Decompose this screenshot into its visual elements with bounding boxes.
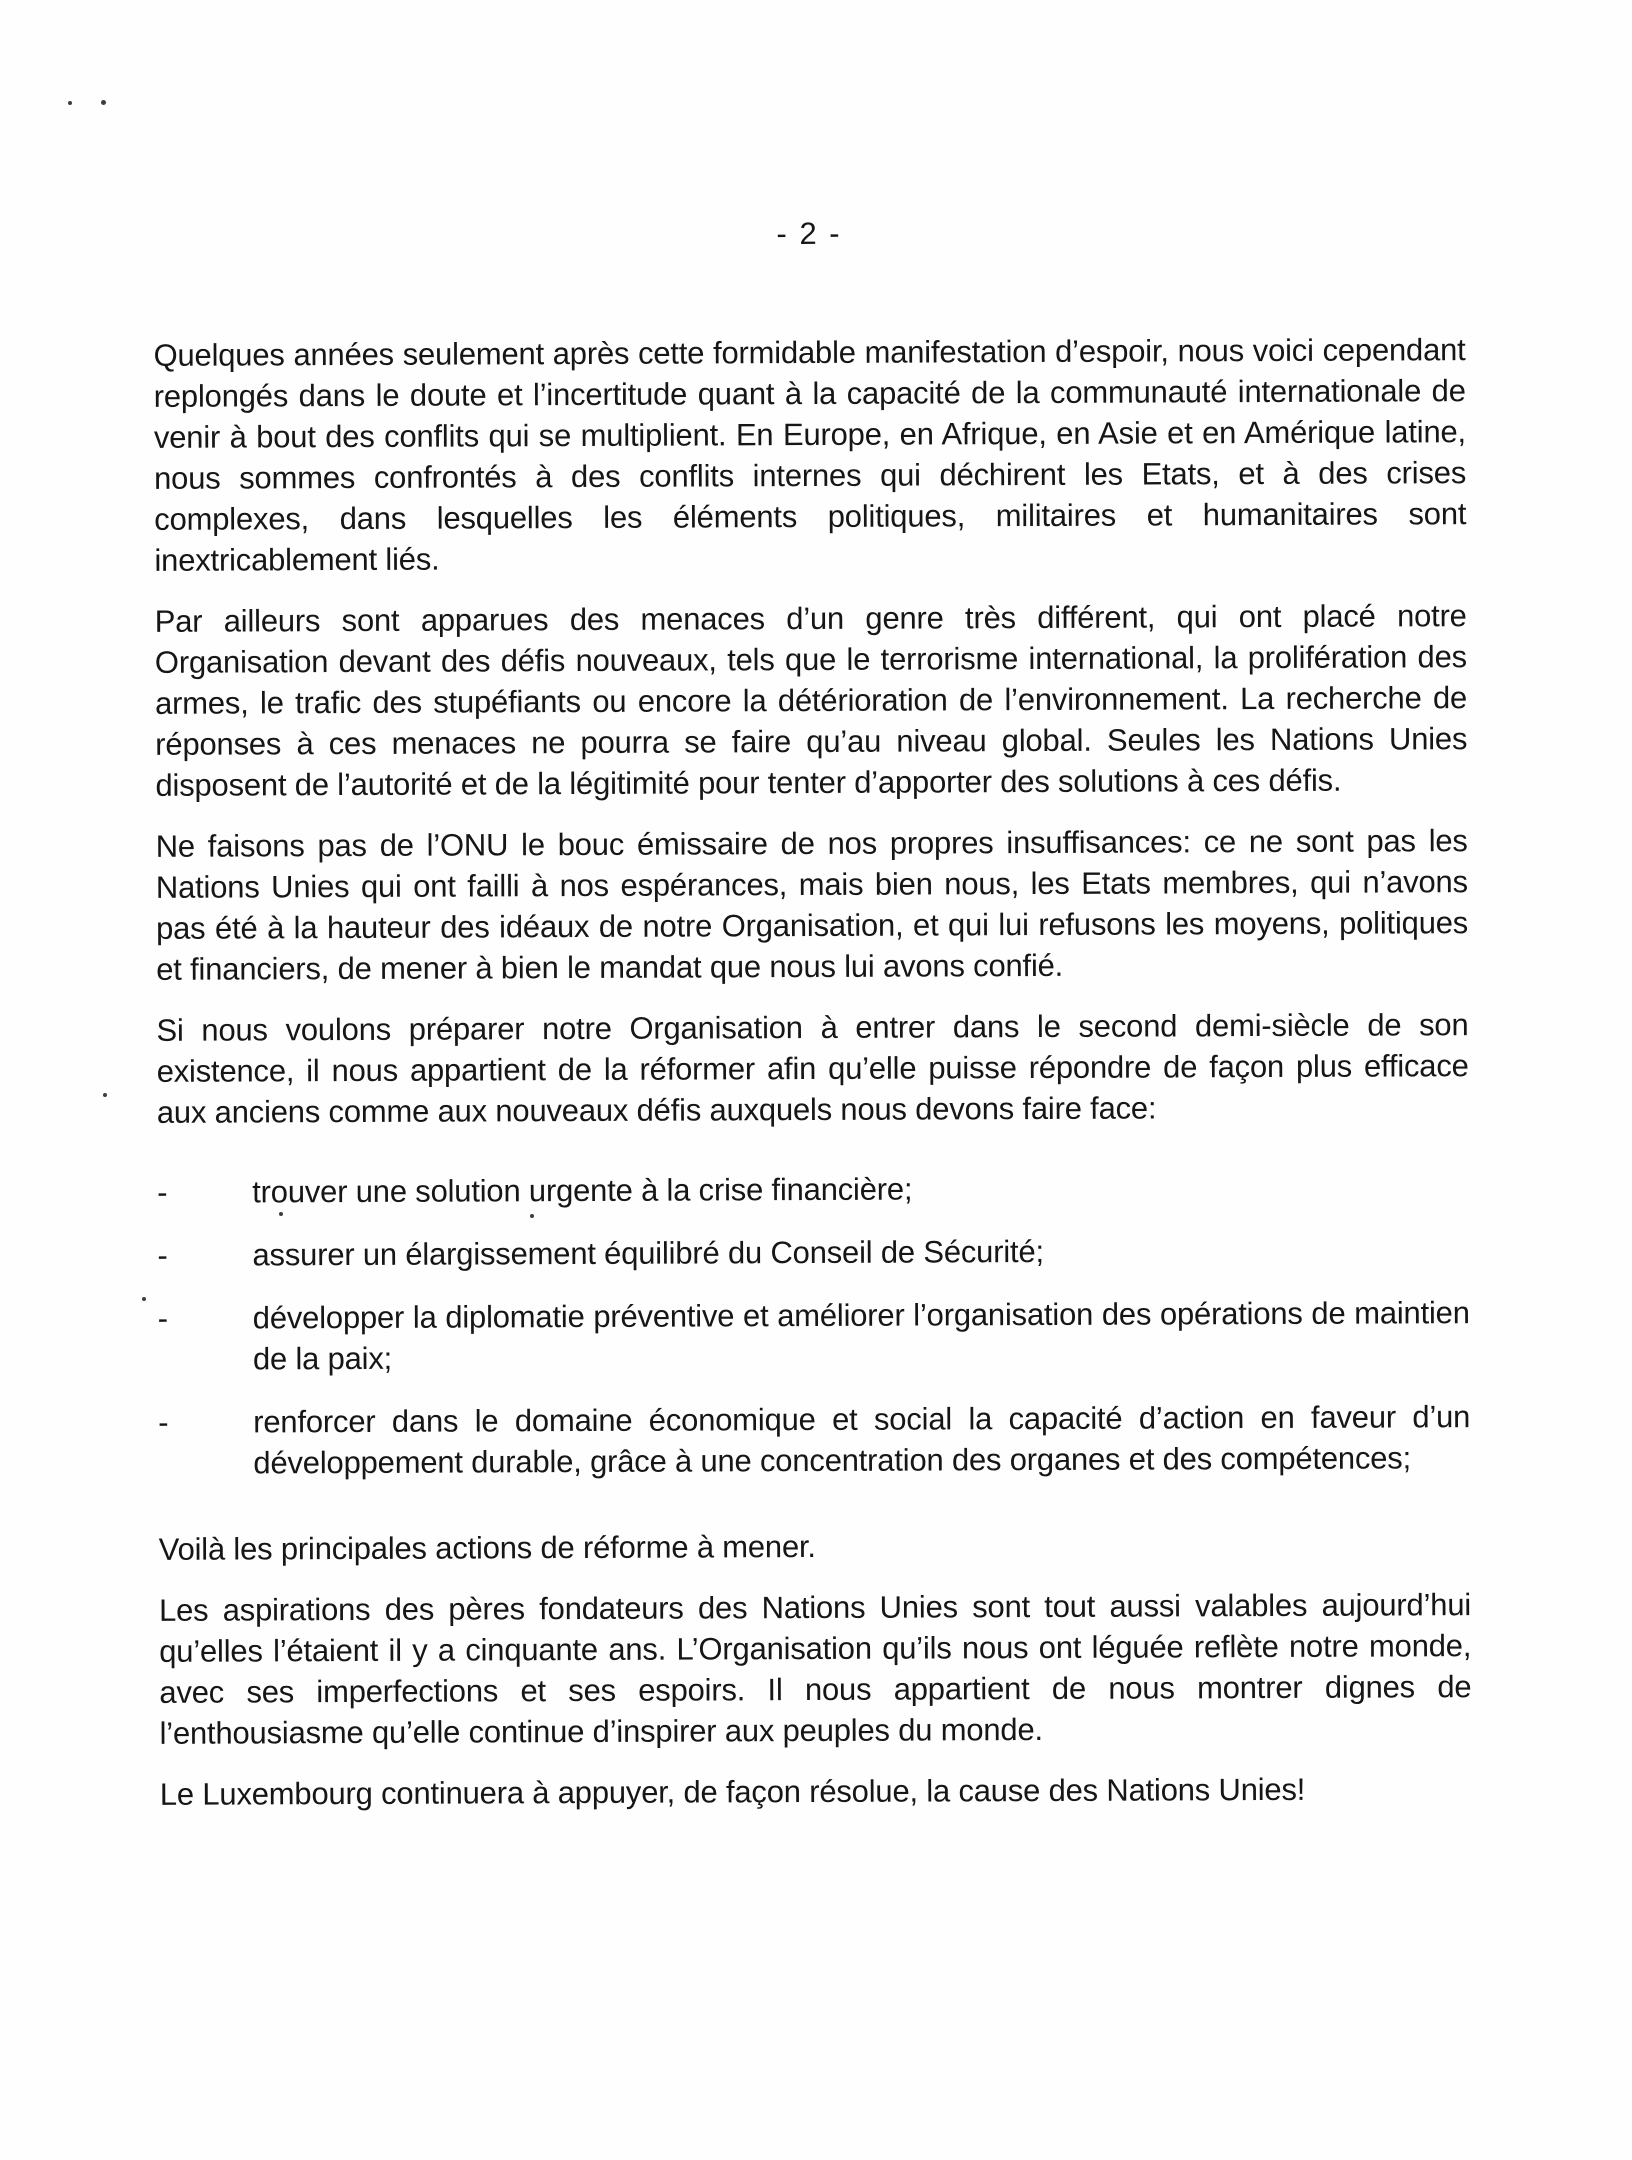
list-item-preventive-diplomacy [158,1292,1470,1380]
scan-speck [279,1212,283,1216]
list-item-text: assurer un élargissement équilibré du Conseil de Sécurité; [252,1233,1044,1273]
paragraph-founding-fathers: Les aspirations des pères fondateurs des Nations Unies sont tout aussi valables aujourd’hui qu’elles l’étaient il y a cinquante ans. L’Organisation qu’ils nous ont léguée reflète notre monde, avec ses imperfections et ses espoirs. Il nous appartient de nous montrer dignes de l’enthousiasme qu’elle continue d’inspirer aux peuples du monde. [158,1587,1472,1751]
list-item-financial-crisis [157,1166,1469,1213]
scan-speck [142,1297,146,1301]
page-number: - 2 - [776,215,842,252]
reform-actions-list [157,1166,1470,1484]
list-dash: - [157,1174,168,1210]
list-dash: - [157,1300,168,1336]
list-item-text: renforcer dans le domaine économique et social la capacité d’action en faveur d’un développement durable, grâce à une concentration des organes et des compétences; [253,1399,1471,1481]
paragraph-reform-intro: Si nous voulons préparer notre Organisation à entrer dans le second demi-siècle de son existence, il nous appartient de la réformer afin qu’elle puisse répondre de façon plus efficace aux anciens comme aux nouveaux défis auxquels nous devons faire face: [156,1007,1469,1130]
paragraph-onu-scapegoat: Ne faisons pas de l’ONU le bouc émissaire de nos propres insuffisances: ce ne sont pas les Nations Unies qui ont failli à nos espérances, mais bien nous, les Etats membres, qui n’avons pas été à la hauteur des idéaux de notre Organisation, et qui lui refusons les moyens, politiques et financiers, de mener à bien le mandat que nous lui avons confié. [155,823,1469,987]
list-item-text: trouver une solution urgente à la crise financière; [252,1171,913,1210]
page-content [152,0,1472,1815]
paragraph-hope-conflicts: Quelques années seulement après cette formidable manifestation d’espoir, nous voici cependant replongés dans le doute et l’incertitude quant à la capacité de la communauté internationale de venir à bout des conflits qui se multiplient. En Europe, en Afrique, en Asie et en Amérique latine, nous sommes confrontés à des conflits internes qui déchirent les Etats, et à des crises complexes, dans lesquelles les éléments politiques, militaires et humanitaires sont inextricablement liés. [153,332,1467,578]
scan-speck [68,101,72,105]
list-dash: - [158,1404,169,1440]
scan-speck [530,1214,534,1218]
paragraph-luxembourg-support: Le Luxembourg continuera à appuyer, de façon résolue, la cause des Nations Unies! [159,1771,1306,1812]
scan-speck [101,100,106,105]
scan-speck [103,1093,107,1097]
paragraph-new-threats: Par ailleurs sont apparues des menaces d’un genre très différent, qui ont placé notre Organisation devant des défis nouveaux, tels que le terrorisme international, la prolifération des armes, le trafic des stupéfiants ou encore la détérioration de l’environnement. La recherche de réponses à ces menaces ne pourra se faire qu’au niveau global. Seules les Nations Unies disposent de l’autorité et de la légitimité pour tenter d’apporter des solutions à ces défis. [154,598,1468,803]
list-item-text: développer la diplomatie préventive et améliorer l’organisation des opérations de maintien de la paix; [252,1295,1470,1377]
list-item-security-council [157,1229,1469,1276]
list-dash: - [157,1237,168,1273]
list-item-economic-social [158,1396,1470,1484]
paragraph-main-reforms: Voilà les principales actions de réforme à mener. [158,1528,816,1567]
